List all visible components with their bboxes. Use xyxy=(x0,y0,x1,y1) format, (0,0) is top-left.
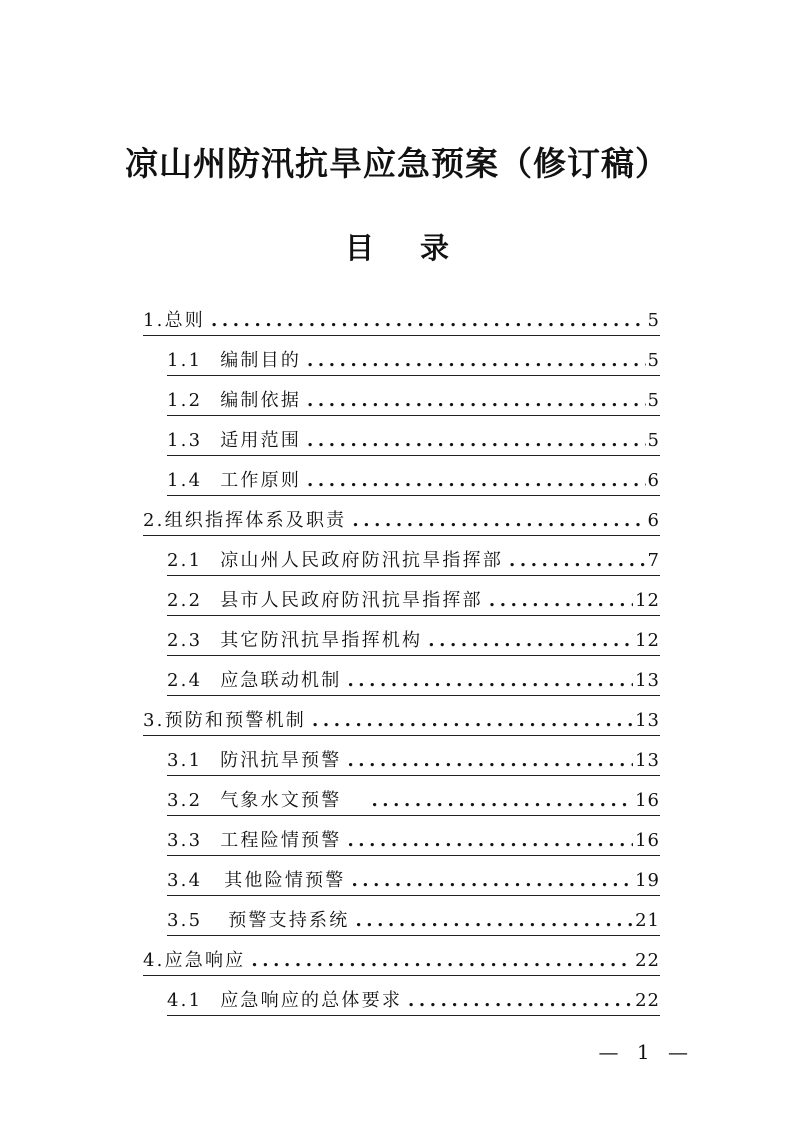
page-number-footer: — 1 — xyxy=(598,1040,694,1064)
toc-dot-leader xyxy=(408,989,633,1013)
toc-entry-number: 2. xyxy=(143,510,165,531)
toc-entry-title: 编制依据 xyxy=(220,390,302,411)
toc-entry-title: 预警支持系统 xyxy=(228,910,350,931)
toc-entry-page: 6 xyxy=(647,470,660,491)
toc-entry-page: 12 xyxy=(635,590,660,611)
toc-dot-leader xyxy=(312,709,633,733)
toc-entry-number: 3.4 xyxy=(167,870,203,891)
toc-entry-page: 22 xyxy=(635,990,660,1011)
toc-entry-number: 3.3 xyxy=(167,830,203,851)
toc-entry-3-1[interactable] xyxy=(167,746,660,776)
toc-entry-number: 2.4 xyxy=(167,670,203,691)
toc-entry-title: 其它防汛抗旱指挥机构 xyxy=(220,630,423,651)
toc-entry-title: 编制目的 xyxy=(220,350,302,371)
toc-entry-page: 13 xyxy=(635,710,660,731)
toc-entry-page: 19 xyxy=(635,870,660,891)
document-title: 凉山州防汛抗旱应急预案（修订稿） xyxy=(125,144,669,183)
toc-entry-page: 5 xyxy=(647,390,660,411)
toc-entry-page: 21 xyxy=(635,910,660,931)
toc-entry-title: 应急响应的总体要求 xyxy=(220,990,403,1011)
toc-entry-title: 适用范围 xyxy=(220,430,302,451)
toc-entry-number: 3. xyxy=(143,710,165,731)
toc-dot-leader xyxy=(347,829,633,853)
toc-entry-4[interactable] xyxy=(143,946,660,976)
toc-dot-leader xyxy=(307,389,646,413)
toc-dot-leader xyxy=(489,589,633,613)
toc-entry-number: 3.2 xyxy=(167,790,203,811)
toc-entry-2-2[interactable] xyxy=(167,586,660,616)
toc-entry-1[interactable] xyxy=(143,306,660,336)
toc-entry-title: 其他险情预警 xyxy=(224,870,346,891)
toc-entry-3-3[interactable] xyxy=(167,826,660,856)
toc-entry-2-4[interactable] xyxy=(167,666,660,696)
toc-entry-title: 工作原则 xyxy=(220,470,302,491)
toc-entry-page: 5 xyxy=(647,430,660,451)
toc-entry-page: 5 xyxy=(647,350,660,371)
toc-entry-number: 4.1 xyxy=(167,990,203,1011)
toc-heading-right: 录 xyxy=(420,231,450,265)
toc-entry-number: 1.4 xyxy=(167,470,203,491)
toc-entry-1-4[interactable] xyxy=(167,466,660,496)
toc-entry-page: 7 xyxy=(647,550,660,571)
toc-entry-title: 工程险情预警 xyxy=(220,830,342,851)
toc-entry-1-3[interactable] xyxy=(167,426,660,456)
toc-dot-leader xyxy=(347,669,633,693)
toc-heading xyxy=(0,226,794,267)
toc-entry-3-4[interactable] xyxy=(167,866,660,896)
toc-entry-page: 13 xyxy=(635,670,660,691)
toc-entry-title: 气象水文预警 xyxy=(220,790,342,811)
toc-entry-title: 凉山州人民政府防汛抗旱指挥部 xyxy=(220,550,504,571)
toc-entry-page: 22 xyxy=(635,950,660,971)
toc-entry-page: 12 xyxy=(635,630,660,651)
toc-entry-number: 2.3 xyxy=(167,630,203,651)
toc-entry-number: 1.3 xyxy=(167,430,203,451)
toc-entry-2-1[interactable] xyxy=(167,546,660,576)
toc-entry-2[interactable] xyxy=(143,506,660,536)
toc-dot-leader xyxy=(307,349,646,373)
toc-heading-left: 目 xyxy=(344,231,374,265)
toc-entry-number: 1. xyxy=(143,310,165,331)
toc-entry-3-5[interactable] xyxy=(167,906,660,936)
toc-entry-number: 2.2 xyxy=(167,590,203,611)
toc-dot-leader xyxy=(347,749,633,773)
toc-entry-page: 13 xyxy=(635,750,660,771)
toc-dot-leader xyxy=(428,629,633,653)
toc-entry-number: 1.2 xyxy=(167,390,203,411)
toc-dot-leader xyxy=(307,469,646,493)
toc-entry-4-1[interactable] xyxy=(167,986,660,1016)
toc-entry-title: 总则 xyxy=(164,310,205,331)
toc-dot-leader xyxy=(307,429,646,453)
toc-entry-page: 6 xyxy=(647,510,660,531)
toc-entry-title: 应急响应 xyxy=(164,950,246,971)
toc-dot-leader xyxy=(352,509,645,533)
toc-entry-1-2[interactable] xyxy=(167,386,660,416)
toc-dot-leader xyxy=(355,909,633,933)
toc-dot-leader xyxy=(509,549,646,573)
toc-entry-number: 3.1 xyxy=(167,750,203,771)
toc-entry-3[interactable] xyxy=(143,706,660,736)
toc-entry-title: 县市人民政府防汛抗旱指挥部 xyxy=(220,590,483,611)
toc-entry-title: 组织指挥体系及职责 xyxy=(164,510,347,531)
toc-dot-leader xyxy=(371,789,633,813)
toc-entry-title: 应急联动机制 xyxy=(220,670,342,691)
toc-entry-number: 2.1 xyxy=(167,550,203,571)
toc-entry-number: 1.1 xyxy=(167,350,203,371)
toc-dot-leader xyxy=(351,869,633,893)
toc-entry-title: 防汛抗旱预警 xyxy=(220,750,342,771)
toc-entry-page: 5 xyxy=(647,310,660,331)
toc-entry-title: 预防和预警机制 xyxy=(164,710,306,731)
toc-entry-page: 16 xyxy=(635,830,660,851)
toc-entry-number: 3.5 xyxy=(167,910,203,931)
toc-entry-3-2[interactable] xyxy=(167,786,660,816)
toc-dot-leader xyxy=(211,309,646,333)
toc-entry-2-3[interactable] xyxy=(167,626,660,656)
toc-entry-1-1[interactable] xyxy=(167,346,660,376)
toc-entry-page: 16 xyxy=(635,790,660,811)
toc-dot-leader xyxy=(251,949,633,973)
toc-entry-number: 4. xyxy=(143,950,165,971)
